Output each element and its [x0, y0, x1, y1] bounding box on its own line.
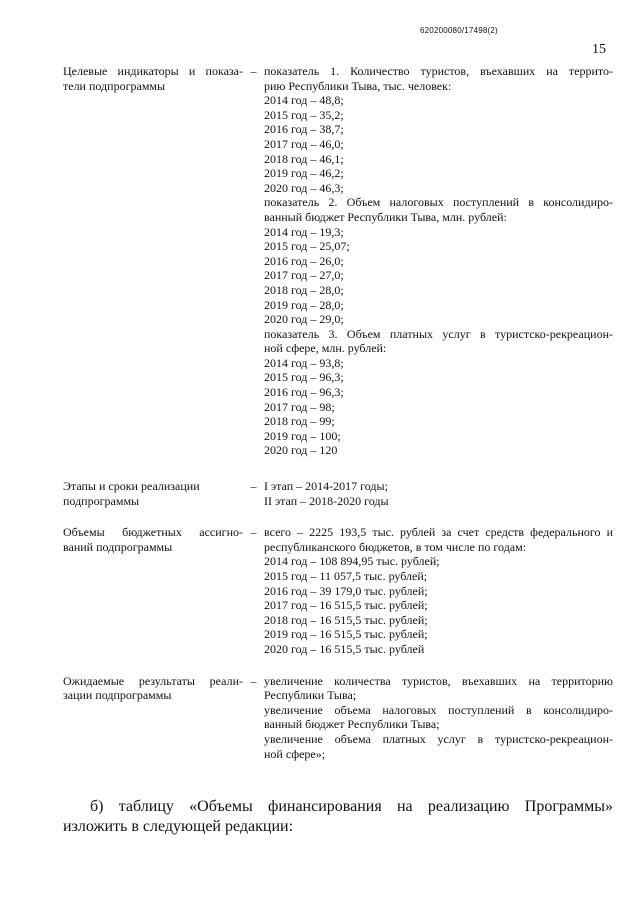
content-line: ной сфере, млн. рублей:	[264, 341, 387, 356]
content-line: ной сфере»;	[264, 746, 326, 761]
content-line: 2015 год – 35,2;	[264, 107, 344, 122]
row-dash: –	[250, 673, 257, 688]
budget-label	[63, 525, 243, 554]
label-line: тели подпрограммы	[63, 78, 166, 93]
indicators-label	[63, 64, 243, 93]
row-dash: –	[250, 64, 257, 78]
content-line: республиканского бюджетов, в том числе по годам:	[264, 539, 527, 554]
content-line: 2019 год – 100;	[264, 428, 341, 443]
stages-label	[63, 479, 243, 508]
label-line: Целевые индикаторы и показа-	[63, 64, 243, 78]
content-line: 2018 год – 28,0;	[264, 282, 344, 297]
content-line: увеличение объема платных услуг в туристско-рекреацион-	[264, 731, 613, 746]
content-line: 2016 год – 38,7;	[264, 122, 344, 137]
label-line: зации подпрограммы	[63, 688, 172, 703]
content-line: 2018 год – 16 515,5 тыс. рублей;	[264, 612, 428, 627]
content-line: 2014 год – 93,8;	[264, 355, 344, 370]
content-line: рию Республики Тыва, тыс. человек:	[264, 78, 452, 93]
content-line: показатель 3. Объем платных услуг в туристско-рекреацион-	[264, 326, 613, 341]
content-line: показатель 1. Количество туристов, въехавших на террито-	[264, 64, 613, 78]
content-line: 2017 год – 46,0;	[264, 136, 344, 151]
content-line: 2017 год – 98;	[264, 399, 335, 414]
content-line: II этап – 2018-2020 годы	[264, 493, 389, 508]
indicators-row	[63, 64, 613, 458]
label-line: Объемы бюджетных ассигно-	[63, 525, 243, 540]
row-dash: –	[250, 525, 257, 540]
content-line: 2014 год – 108 894,95 тыс. рублей;	[264, 554, 440, 569]
content-line: 2017 год – 27,0;	[264, 268, 344, 283]
label-line: Ожидаемые результаты реали-	[63, 673, 243, 688]
content-line: 2019 год – 28,0;	[264, 297, 344, 312]
closing-paragraph: б) таблицу «Объемы финансирования на реализацию Программы» изложить в следующей редакции:	[63, 798, 613, 835]
indicators-content	[264, 64, 613, 458]
content-line: показатель 2. Объем налоговых поступлений в консолидиро-	[264, 195, 613, 210]
budget-content	[264, 525, 613, 656]
content-line: увеличение количества туристов, въехавших на территорию	[264, 673, 613, 688]
content-line: 2017 год – 16 515,5 тыс. рублей;	[264, 598, 428, 613]
content-line: 2015 год – 96,3;	[264, 370, 344, 385]
content-line: 2015 год – 25,07;	[264, 239, 350, 254]
content-line: 2020 год – 120	[264, 443, 338, 458]
label-line: ваний подпрограммы	[63, 539, 173, 554]
results-content	[264, 674, 613, 762]
content-line: 2014 год – 48,8;	[264, 93, 344, 108]
content-line: 2014 год – 19,3;	[264, 224, 344, 239]
content-line: 2016 год – 39 179,0 тыс. рублей;	[264, 583, 428, 598]
content-line: 2020 год – 46,3;	[264, 180, 344, 195]
content-line: ванный бюджет Республики Тыва;	[264, 717, 440, 732]
results-row	[63, 674, 613, 762]
content-line: 2015 год – 11 057,5 тыс. рублей;	[264, 569, 428, 583]
document-id: 620200080/17498(2)	[420, 26, 498, 35]
row-dash: –	[250, 479, 257, 494]
content-line: 2019 год – 46,2;	[264, 166, 344, 181]
content-line: 2019 год – 16 515,5 тыс. рублей;	[264, 627, 428, 642]
content-line: всего – 2225 193,5 тыс. рублей за счет средств федерального и	[264, 525, 613, 540]
content-line: Республики Тыва;	[264, 688, 357, 703]
content-line: 2018 год – 99;	[264, 414, 335, 429]
results-label	[63, 674, 243, 703]
content-line: 2020 год – 29,0;	[264, 312, 344, 327]
stages-content	[264, 479, 613, 508]
content-line: увеличение объема налоговых поступлений в консолидиро-	[264, 702, 613, 717]
label-line: подпрограммы	[63, 493, 140, 508]
content-line: ванный бюджет Республики Тыва, млн. рублей:	[264, 209, 507, 224]
content-line: 2018 год – 46,1;	[264, 151, 344, 166]
subprogram-passport-fragment	[63, 64, 613, 761]
page-number: 15	[592, 42, 606, 57]
budget-row	[63, 525, 613, 656]
label-line: Этапы и сроки реализации	[63, 479, 200, 494]
content-line: 2020 год – 16 515,5 тыс. рублей	[264, 641, 425, 656]
content-line: I этап – 2014-2017 годы;	[264, 479, 388, 494]
content-line: 2016 год – 96,3;	[264, 385, 344, 400]
content-line: 2016 год – 26,0;	[264, 253, 344, 268]
stages-row	[63, 479, 613, 508]
